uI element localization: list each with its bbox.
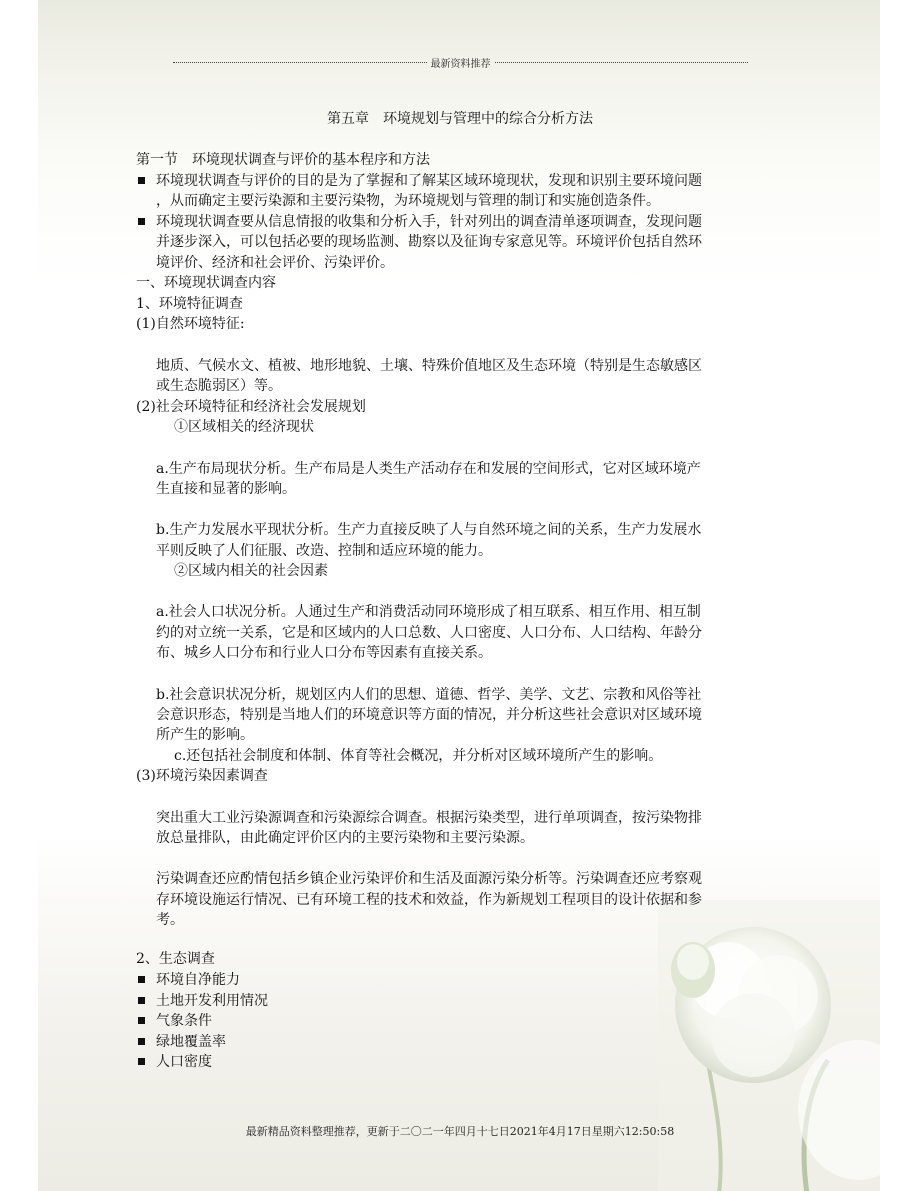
flower-decoration xyxy=(658,900,880,1191)
econ-b-line-2: 平则反映了人们征服、改造、控制和适应环境的能力。 xyxy=(156,543,492,559)
bullet-1-line-1: 环境现状调查与评价的目的是为了掌握和了解某区域环境现状，发现和识别主要环境问题 xyxy=(156,173,702,189)
soc-a-line-3: 布、城乡人口分布和行业人口分布等因素有直接关系。 xyxy=(156,645,492,661)
soc-b-line-1: b.社会意识状况分析，规划区内人们的思想、道德、哲学、美学、文艺、宗教和风俗等社 xyxy=(156,687,702,703)
poll-1-line-1: 突出重大工业污染源调查和污染源综合调查。根据污染类型，进行单项调查，按污染物排 xyxy=(156,810,702,826)
econ-b-line-1: b.生产力发展水平现状分析。生产力直接反映了人与自然环境之间的关系，生产力发展水 xyxy=(156,522,702,538)
bullet-2-line-2: 并逐步深入，可以包括必要的现场监测、勘察以及征询专家意见等。环境评价包括自然环 xyxy=(156,234,702,250)
eco-item: 绿地覆盖率 xyxy=(156,1034,226,1050)
section-heading: 第一节 环境现状调查与评价的基本程序和方法 xyxy=(136,152,430,168)
bullet-square-icon xyxy=(138,976,145,983)
econ-a-line-1: a.生产布局现状分析。生产布局是人类生产活动存在和发展的空间形式，它对区域环境产 xyxy=(156,461,701,477)
bullet-square-icon xyxy=(138,1058,145,1065)
poll-2-line-1: 污染调查还应酌情包括乡镇企业污染评价和生活及面源污染分析等。污染调查还应考察观 xyxy=(156,871,702,887)
bullet-square-icon xyxy=(138,997,145,1004)
eco-item: 人口密度 xyxy=(156,1054,212,1070)
heading-1-2: (2)社会环境特征和经济社会发展规划 xyxy=(136,399,366,415)
nature-line-1: 地质、气候水文、植被、地形地貌、土壤、特殊价值地区及生态环境（特别是生态敏感区 xyxy=(156,358,702,374)
bullet-square-icon xyxy=(138,1017,145,1024)
poll-2-line-3: 考。 xyxy=(156,912,184,928)
bullet-2-line-1: 环境现状调查要从信息情报的收集和分析入手，针对列出的调查清单逐项调查，发现问题 xyxy=(156,214,702,230)
heading-1: 1、环境特征调查 xyxy=(136,296,243,312)
bullet-1-line-2: ，从而确定主要污染源和主要污染物，为环境规划与管理的制订和实施创造条件。 xyxy=(156,193,660,209)
heading-2: 2、生态调查 xyxy=(136,951,215,967)
eco-item: 气象条件 xyxy=(156,1013,212,1029)
eco-item: 环境自净能力 xyxy=(156,972,240,988)
soc-a-line-1: a.社会人口状况分析。人通过生产和消费活动同环境形成了相互联系、相互作用、相互制 xyxy=(156,604,701,620)
soc-b-line-3: 所产生的影响。 xyxy=(156,727,254,743)
bullet-square-icon xyxy=(138,1038,145,1045)
subheading-economy: ①区域相关的经济现状 xyxy=(174,419,314,435)
bullet-2-line-3: 境评价、经济和社会评价、污染评价。 xyxy=(156,255,394,271)
header-label: 最新资料推荐 xyxy=(430,59,491,70)
header-dots-left xyxy=(173,62,427,63)
subheading-social: ②区域内相关的社会因素 xyxy=(174,563,328,579)
poll-1-line-2: 放总量排队，由此确定评价区内的主要污染物和主要污染源。 xyxy=(156,830,534,846)
page-header xyxy=(173,55,748,70)
header-dots-right xyxy=(495,62,749,63)
heading-1-1: (1)自然环境特征: xyxy=(136,316,245,332)
bullet-square-icon xyxy=(138,177,145,184)
eco-item: 土地开发利用情况 xyxy=(156,993,268,1009)
nature-line-2: 或生态脆弱区）等。 xyxy=(156,378,282,394)
bullet-square-icon xyxy=(138,218,145,225)
chapter-title: 第五章 环境规划与管理中的综合分析方法 xyxy=(327,111,593,127)
econ-a-line-2: 生直接和显著的影响。 xyxy=(156,481,296,497)
soc-a-line-2: 约的对立统一关系，它是和区域内的人口总数、人口密度、人口分布、人口结构、年龄分 xyxy=(156,625,702,641)
soc-b-line-2: 会意识形态，特别是当地人们的环境意识等方面的情况，并分析这些社会意识对区域环境 xyxy=(156,707,702,723)
poll-2-line-2: 存环境设施运行情况、已有环境工程的技术和效益，作为新规划工程项目的设计依据和参 xyxy=(156,892,702,908)
soc-c-line: c.还包括社会制度和体制、体育等社会概况，并分析对区域环境所产生的影响。 xyxy=(174,748,663,764)
heading-one: 一、环境现状调查内容 xyxy=(136,275,276,291)
page-footer: 最新精品资料整理推荐，更新于二〇二一年四月十七日2021年4月17日星期六12:50:58 xyxy=(245,1125,675,1138)
heading-1-3: (3)环境污染因素调查 xyxy=(136,768,268,784)
